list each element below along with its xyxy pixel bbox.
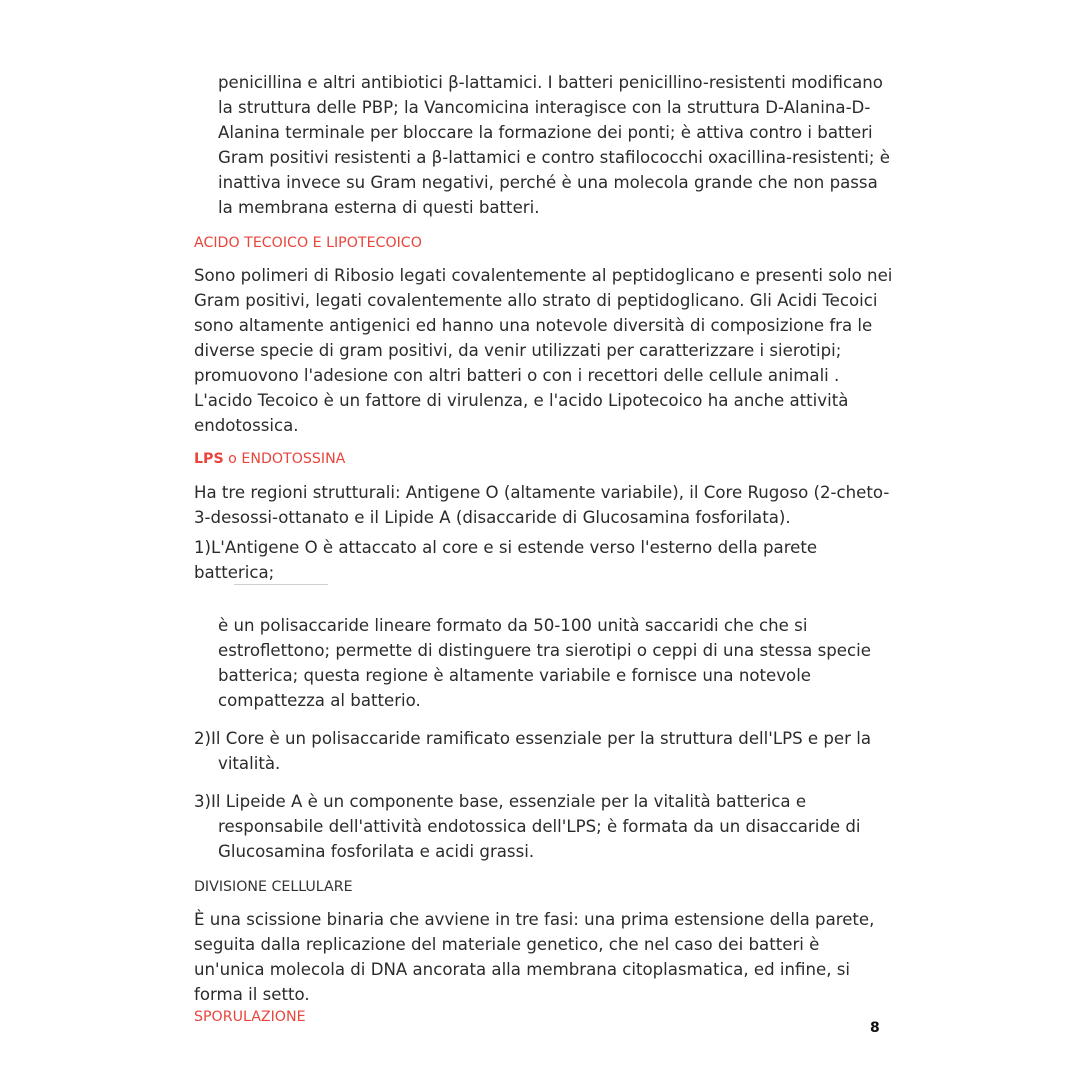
- heading-lps-bold: LPS: [194, 451, 224, 467]
- heading-sporulation: SPORULAZIONE: [194, 1009, 306, 1025]
- list-item-antigen-o: 1)L'Antigene O è attaccato al core e si estende verso l'esterno della parete batterica;: [194, 538, 818, 582]
- paragraph-cell-division: È una scissione binaria che avviene in tre fasi: una prima estensione della parete, seguita dalla replicazione del materiale genetico, che nel caso dei batteri è un'unica molecola di DNA ancorata alla membrana citoplasmatica, ed infine, si forma il setto.: [194, 910, 875, 1004]
- document-page: [194, 70, 894, 1027]
- paragraph-teichoic-acid: Sono polimeri di Ribosio legati covalentemente al peptidoglicano e presenti solo nei Gram positivi, legati covalentemente allo strato di peptidoglicano. Gli Acidi Tecoici sono altamente antigenici ed hanno una notevole diversità di composizione fra le diverse specie di gram positivi, da venir utilizzati per caratterizzare i sierotipi; promuovono l'adesione con altri batteri o con i recettori delle cellule animali . L'acido Tecoico è un fattore di virulenza, e l'acido Lipotecoico ha anche attività endotossica.: [194, 266, 893, 435]
- list-item-lipid-a: 3)Il Lipeide A è un componente base, essenziale per la vitalità batterica e responsabile dell'attività endotossica dell'LPS; è formata da un disaccaride di Glucosamina fosforilata e acidi grassi.: [194, 792, 861, 861]
- list-item-core: 2)Il Core è un polisaccaride ramificato essenziale per la struttura dell'LPS e per la vitalità.: [194, 729, 871, 773]
- heading-lps: [194, 449, 894, 469]
- footnote-divider: [234, 584, 328, 585]
- page-number: 8: [870, 1020, 880, 1036]
- heading-cell-division: DIVISIONE CELLULARE: [194, 879, 353, 895]
- paragraph-vancomycin: penicillina e altri antibiotici β-lattamici. I batteri penicillino-resistenti modificano la struttura delle PBP; la Vancomicina interagisce con la struttura D-Alanina-D-Alanina terminale per bloccare la formazione dei ponti; è attiva contro i batteri Gram positivi resistenti a β-lattamici e contro stafilococchi oxacillina-resistenti; è inattiva invece su Gram negativi, perché è una molecola grande che non passa la membrana esterna di questi batteri.: [218, 73, 890, 217]
- paragraph-lps-intro: Ha tre regioni strutturali: Antigene O (altamente variabile), il Core Rugoso (2-cheto-3-desossi-ottanato e il Lipide A (disaccaride di Glucosamina fosforilata).: [194, 483, 890, 527]
- list-item-antigen-o-continued: è un polisaccaride lineare formato da 50-100 unità saccaridi che che si estroflettono; permette di distinguere tra sierotipi o ceppi di una stessa specie batterica; questa regione è altamente variabile e fornisce una notevole compattezza al batterio.: [218, 616, 871, 710]
- heading-teichoic-acid: ACIDO TECOICO E LIPOTECOICO: [194, 235, 422, 251]
- heading-lps-rest: o ENDOTOSSINA: [223, 451, 346, 467]
